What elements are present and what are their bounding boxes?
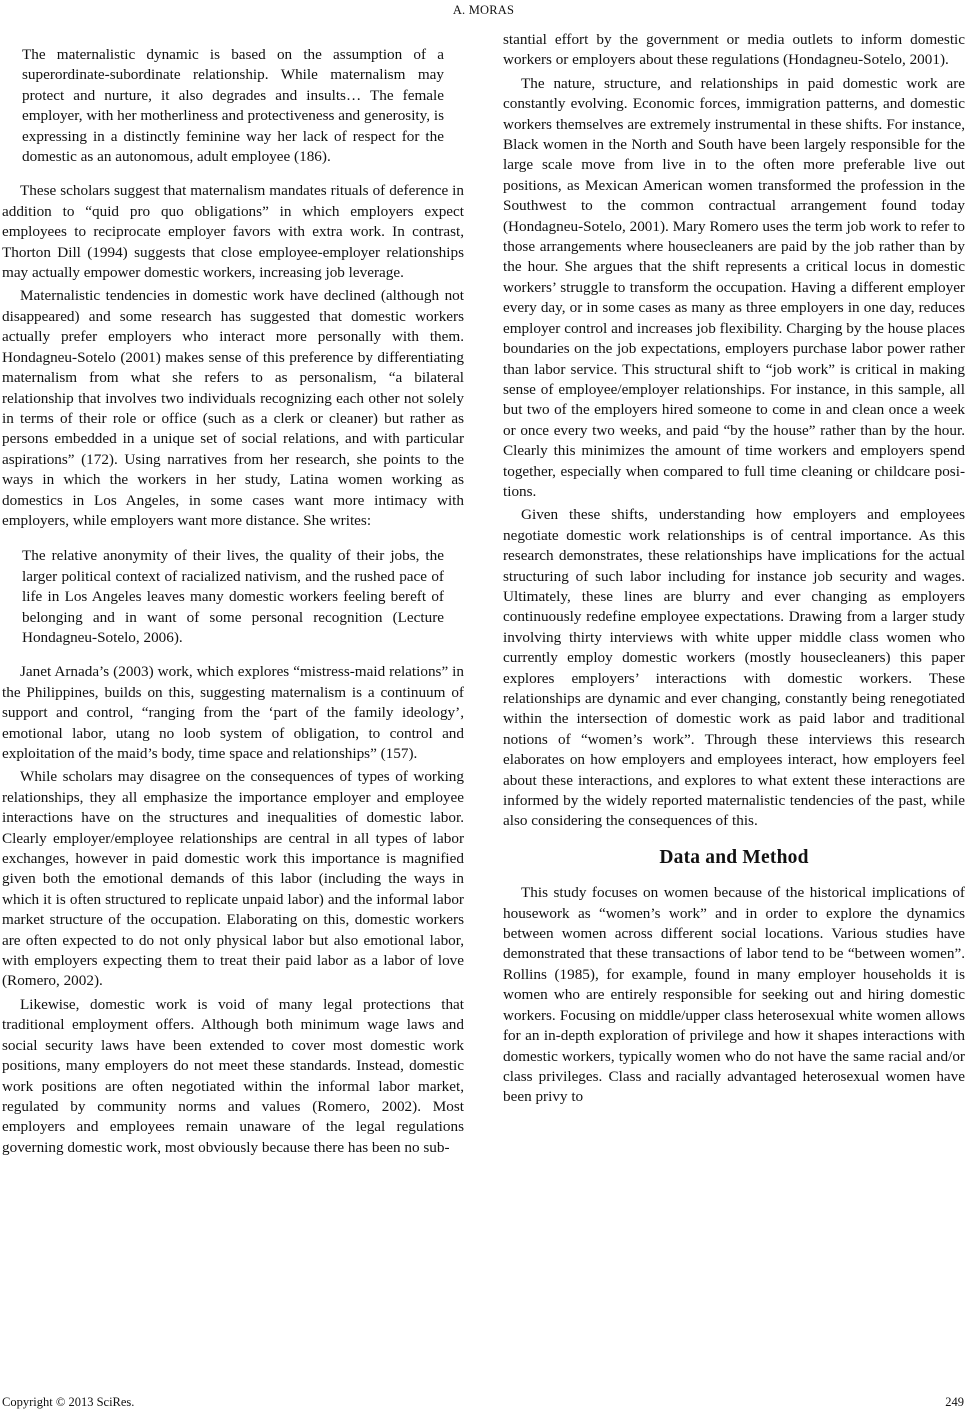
right-column: [503, 30, 965, 1108]
paragraph: These scholars suggest that maternalism mandates rituals of deference in addition to “quid pro quo obligations” in which employers expect employees to reciprocate employer favors with extra work. In contrast, Thorton Dill (1994) suggests that close employee-employer relationships may actually empower domestic workers, increasing job leverage.: [2, 182, 464, 282]
paragraph: The nature, structure, and relationships in paid domestic work are constantly evolving. Economic forces, immigration patterns, and domestic workers themselves are extremely instrumental in these shifts. For instance, Black women in the North and South have been largely responsible for the large scale move from live in to the often more preferable live out positions, as Mexican American women transformed the profession in the Southwest to the common contractual arrangement found today (Hondagneu-Sotelo, 2001). Mary Romero uses the term job work to refer to those arrangements where housecleaners are paid by the job rather than by the hour. She argues that the shift represents a critical locus in domestic workers’ struggle to transform the occupation. Having a different employer every day, or in some cases as many as three employers in one day, reduces employer control and increases job flexibility. Charging by the house places boundaries on the job expectations, employers purchase labor power rather than labor service. This structural shift to “job work” is critical in making sense of employee/employer relationships. For instance, in this sample, all but two of the employers hired someone to come in and clean once a week or once every two weeks, and paid “by the house” rather than by the hour. Clearly this minimizes the amount of time workers and employers spend together, especially when compared to full time cleaning or childcare positions.: [503, 74, 965, 500]
paragraph: Likewise, domestic work is void of many legal protections that traditional employment offers. Although both minimum wage laws and social security laws have been extended to cover most domestic work positions, many employers do not meet these standards. Instead, domestic work positions are often negotiated within the informal labor market, regulated by community norms and values (Romero, 2002). Most employers and employees remain unaware of the legal regulations governing domestic work, most obviously because there has been no sub-: [2, 995, 464, 1156]
copyright-notice: Copyright © 2013 SciRes.: [2, 1395, 135, 1409]
section-heading: Data and Method: [659, 846, 809, 868]
paragraph: This study focuses on women because of the historical implications of housework as “women’s work” and in order to explore the dynamics between women across different social locations. Various studies have demonstrated that these transactions of labor tend to be “between women”. Rollins (1985), for example, found in many employer households it is women who are entirely responsible for seeking out and hiring domestic workers. Focusing on middle/upper class heterosexual white women allows for an in-depth exploration of privilege and how it shapes interactions with domestic workers, typically women who do not have the same racial and/or class privileges. Class and racially advantaged heterosexual women have been privy to: [503, 884, 965, 1106]
paragraph: Given these shifts, understanding how employers and employees negotiate domestic work relationships is of central importance. As this research demonstrates, these relationships have implications for the actual structuring of such labor including for instance job security and wages. Ultimately, these lines are blurry and ever changing as employers continuously redefine employee expectations. Drawing from a larger study involving thirty interviews with white upper middle class women who currently employ domestic workers (mostly housecleaners) this paper explores employers’ interactions with domestic workers. These relationships are dynamic and ever changing, constantly being renegotiated within the intersection of domestic work as paid labor and traditional notions of “women’s work”. Through these interviews this research elaborates on how employers and employees interact, how employers feel about these interactions, and explores to what extent these interactions are informed by the widely reported maternalistic tendencies of the past, while also considering the consequences of this.: [503, 506, 965, 830]
block-quote: The relative anonymity of their lives, the quality of their jobs, the larger political context of racialized nativism, and the rushed pace of life in Los Angeles leaves many domestic workers feeling bereft of belonging and in want of some personal recognition (Lecture Hondagneu-Sotelo, 2006).: [22, 547, 444, 646]
left-column: [2, 30, 464, 1158]
paragraph: stantial effort by the government or media outlets to inform domestic workers or employers about these regulations (Hondagneu-Sotelo, 2001).: [503, 31, 965, 69]
paragraph: Maternalistic tendencies in domestic work have declined (although not disappeared) and some research has suggested that domestic workers actually prefer employers who interact more personally with them. Hondagneu-Sotelo (2001) makes sense of this preference by differentiating maternalism from what she refers to as personalism, “a bilateral relationship that involves two individuals recognizing each other not solely in terms of their role or office (such as a clerk or cleaner) but rather as persons embedded in a unique set of social relations, and with particular aspirations” (172). Using narratives from her research, she points to the ways in which the workers in her study, Latina women working as domestics in Los Angeles, in some cases want more intimacy with employers, while employers want more distance. She writes:: [2, 287, 464, 529]
page-number: 249: [945, 1395, 964, 1409]
paragraph: Janet Arnada’s (2003) work, which explores “mistress-maid relations” in the Philippines, builds on this, suggesting maternalism is a continuum of support and control, “ranging from the ‘part of the family ideology’, emotional labor, utang no loob system of obligation, to control and exploitation of the maid’s body, time space and relationships” (157).: [2, 663, 464, 762]
paragraph: While scholars may disagree on the consequences of types of working relationships, they all emphasize the importance employer and employee interactions have on the structures and inequalities of domestic labor. Clearly employer/employee relationships are central in all types of labor exchanges, however in paid domestic work this importance is magnified given both the emotional demands of this labor (including the ways in which it is often structured to replicate unpaid labor) and the informal labor market structure of the occupation. Elaborating on this, domestic workers are often expected to do not only physical labor but also emotional labor, with employers expecting them to treat their paid labor as a labor of love (Romero, 2002).: [2, 768, 464, 990]
block-quote: The maternalistic dynamic is based on the assumption of a superordinate-subordinate relationship. While maternalism may protect and nurture, it also degrades and insults… The female employer, with her motherliness and protectiveness and generosity, is expressing in a distinctly feminine way her lack of respect for the domestic as an autonomous, adult employee (186).: [22, 46, 444, 166]
running-head: A. MORAS: [452, 3, 515, 17]
